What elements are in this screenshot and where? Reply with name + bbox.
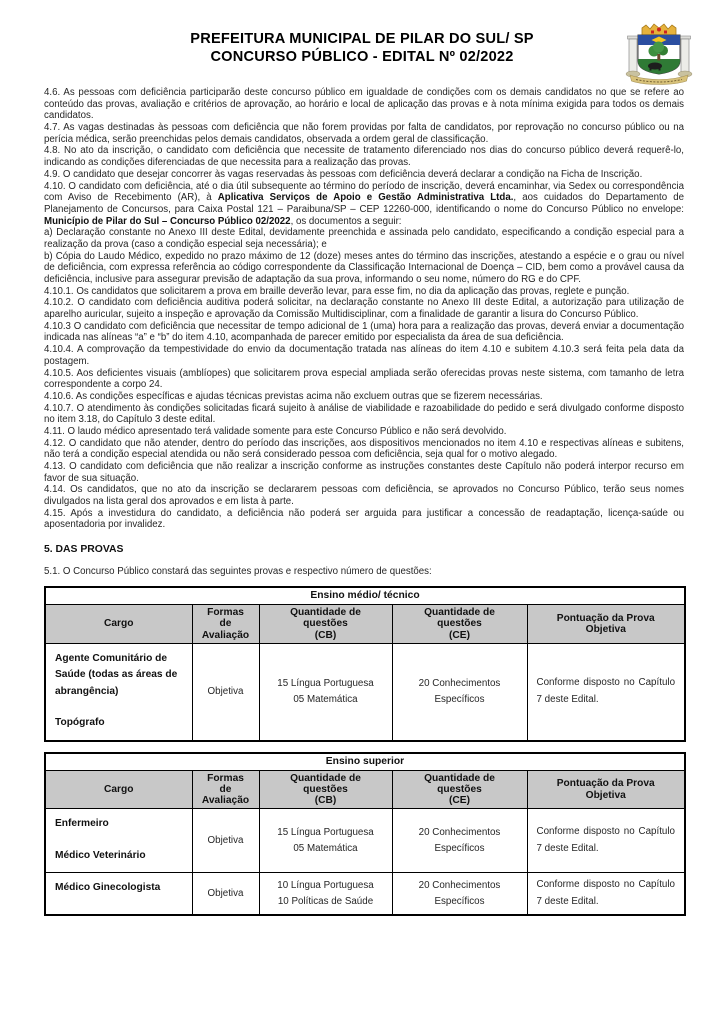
section-heading-das-provas: 5. DAS PROVAS	[44, 544, 124, 556]
text: 4.10.4. A comprovação da tempestividade do envio da documentação tratada nas alíneas do item 4.10 e subitem 4.10.3 será feita pela data da postagem.	[44, 344, 684, 367]
exam-table-2	[44, 752, 686, 917]
header-line: Cargo	[104, 783, 134, 795]
header-line: Quantidade de	[424, 607, 495, 619]
column-header	[192, 770, 259, 809]
text: 4.10.2. O candidato com deficiência auditiva poderá solicitar, na declaração constante no Anexo III deste Edital, a autorização para utilização de aparelho auricular, sujeito a inspeção e aprovação da Comissão Multidisciplinar, com a finalidade de garantir a lisura do Concurso Público.	[44, 297, 684, 321]
header-line: (CE)	[449, 629, 470, 641]
formas-cell: Objetiva	[192, 643, 259, 741]
exam-table-1	[44, 586, 686, 742]
paragraph	[44, 181, 684, 228]
cargo-name: Médico Ginecologista	[55, 882, 161, 894]
header-line: Objetiva	[585, 623, 626, 635]
cargo-name: Médico Veterinário	[55, 849, 146, 861]
cargo-cell	[45, 643, 192, 741]
text: 4.8. No ato da inscrição, o candidato com deficiência que necessite de tratamento diferenciado nos dias do concurso público deverá requerê-lo, indicando as condições diferenciadas de que necessita para a realização das provas.	[44, 145, 684, 169]
crown-icon	[642, 24, 676, 35]
cb-line: 15 Língua Portuguesa	[277, 826, 374, 838]
text: 4.13. O candidato com deficiência que não realizar a inscrição conforme as instruções constantes deste Capítulo não poderá interpor recurso em favor de sua situação.	[44, 461, 684, 484]
paragraph	[44, 145, 684, 168]
column-header	[527, 770, 685, 809]
text: 4.6. As pessoas com deficiência participarão deste concurso público em igualdade de condições com os demais candidatos no que se refere ao conteúdo das provas, avaliação e critérios de aprovação, ao horário e local de aplicação das provas e à nota mínima exigida para todos os demais candidatos.	[44, 87, 684, 122]
table-row	[45, 643, 685, 741]
shield-icon	[638, 35, 680, 74]
column-header	[259, 770, 392, 809]
header-line: Quantidade de	[424, 772, 495, 784]
ce-line: Específicos	[434, 693, 485, 705]
text: 4.14. Os candidatos, que no ato da inscrição se declararem pessoas com deficiência, se aprovados no Concurso Público, terão seus nomes divulgados na lista geral dos aprovados e em lista à parte.	[44, 484, 684, 508]
text: , os documentos a seguir:	[290, 215, 402, 227]
ce-line: 20 Conhecimentos	[418, 826, 501, 838]
paragraph	[44, 251, 684, 286]
paragraph	[44, 169, 684, 181]
header-line: de	[219, 783, 232, 795]
paragraph	[44, 286, 684, 298]
cargo-name: Topógrafo	[55, 717, 105, 729]
paragraph	[44, 403, 684, 426]
text: 4.10.7. O atendimento às condições solicitadas ficará sujeito à análise de viabilidade e razoabilidade do pedido e será divulgado conforme disposto no item 3.18, do Capítulo 3 deste edital.	[44, 402, 684, 426]
ce-line: Específicos	[434, 895, 485, 907]
text: 4.7. As vagas destinadas às pessoas com deficiência que não forem providas por falta de candidatos, por reprovação no concurso público ou na perícia médica, serão preenchidas pelos demais candidatos, observada a ordem geral de classificação.	[44, 122, 684, 145]
paragraph	[44, 438, 684, 461]
table-row	[45, 809, 685, 873]
header-line: questões	[303, 618, 348, 630]
body-paragraphs	[44, 87, 684, 531]
ce-cell	[392, 873, 527, 916]
bold-text: Município de Pilar do Sul – Concurso Público 02/2022	[44, 215, 291, 227]
column-header	[45, 770, 192, 809]
column-header	[259, 605, 392, 644]
coat-of-arms-icon	[622, 21, 696, 87]
formas-cell: Objetiva	[192, 873, 259, 916]
header-line: Pontuação da Prova	[556, 612, 655, 624]
text: 4.10.1. Os candidatos que solicitarem a prova em braille deverão levar, para esse fim, no dia da aplicação das provas, reglete e punção.	[44, 285, 630, 297]
cargo-name: Enfermeiro	[55, 818, 109, 830]
bold-text: Aplicativa Serviços de Apoio e Gestão Administrativa Ltda.	[217, 192, 514, 204]
paragraph	[44, 461, 684, 484]
text: 4.10.6. As condições específicas e ajudas técnicas previstas acima não excluem outras que se fizerem necessárias.	[44, 390, 543, 402]
text: 4.9. O candidato que desejar concorrer às vagas reservadas às pessoas com deficiência deverá declarar a condição na Ficha de Inscrição.	[44, 168, 643, 180]
header-line: Quantidade de	[290, 607, 361, 619]
header-line: questões	[303, 783, 348, 795]
text: 4.12. O candidato que não atender, dentro do período das inscrições, aos dispositivos mencionados no item 4.10 e respectivas alíneas e subitens, não terá a condição especial atendida ou não será considerado pessoa com deficiência, seja qual for o motivo alegado.	[44, 437, 684, 461]
table-title: Ensino médio/ técnico	[45, 587, 685, 605]
cb-line: 10 Políticas de Saúde	[277, 895, 374, 907]
paragraph	[44, 87, 684, 122]
text: a) Declaração constante no Anexo III deste Edital, devidamente preenchida e assinada pelo candidato, especificando a condição especial para a realização da prova (caso a condição especial seja necessária); e	[44, 227, 684, 250]
header-line: Avaliação	[201, 629, 250, 641]
ce-line: 20 Conhecimentos	[418, 677, 501, 689]
cb-line: 05 Matemática	[293, 693, 358, 705]
column-header	[192, 605, 259, 644]
text: 4.10.5. Aos deficientes visuais (amblíopes) que solicitarem prova especial ampliada serão oferecidas provas neste sistema, com tamanho de letra correspondente a corpo 24.	[44, 367, 684, 391]
pontuacao-cell: Conforme disposto no Capítulo 7 deste Edital.	[527, 873, 685, 916]
column-header	[392, 605, 527, 644]
cb-line: 15 Língua Portuguesa	[277, 677, 374, 689]
header-line: questões	[437, 783, 482, 795]
header-line: Formas	[207, 772, 244, 784]
paragraph	[44, 508, 684, 531]
cb-cell	[259, 873, 392, 916]
header-line: Cargo	[104, 618, 134, 630]
text: 4.10. O candidato com deficiência, até o dia útil subsequente ao término do período de inscrição, deverá encaminhar, via Sedex ou correspondência com Aviso de Recebimento (AR), à	[44, 180, 684, 204]
column-header	[392, 770, 527, 809]
paragraph	[44, 484, 684, 507]
cb-cell	[259, 809, 392, 873]
tables-container	[44, 586, 724, 916]
formas-cell: Objetiva	[192, 809, 259, 873]
ribbon-icon	[630, 75, 688, 85]
text: 4.10.3 O candidato com deficiência que necessitar de tempo adicional de 1 (uma) hora para a realização das provas, deverá enviar a documentação indicada nas alíneas “a” e “b” do item 4.10, acompanhada de parecer emitido por especialista da área de sua deficiência.	[44, 320, 684, 344]
header-line: Pontuação da Prova	[556, 778, 655, 790]
paragraph	[44, 368, 684, 391]
header-title-line2: CONCURSO PÚBLICO - EDITAL Nº 02/2022	[210, 48, 514, 65]
paragraph	[44, 321, 684, 344]
table-title-row	[45, 753, 685, 771]
header-line: (CE)	[449, 795, 470, 807]
ce-line: 20 Conhecimentos	[418, 879, 501, 891]
paragraph	[44, 426, 684, 438]
paragraph	[44, 391, 684, 403]
cargo-name: Agente Comunitário de Saúde (todas as áreas de abrangência)	[55, 652, 178, 697]
paragraph	[44, 344, 684, 367]
ce-cell	[392, 643, 527, 741]
table-title-row	[45, 587, 685, 605]
pontuacao-cell: Conforme disposto no Capítulo 7 deste Edital.	[527, 809, 685, 873]
cb-line: 05 Matemática	[293, 842, 358, 854]
column-header	[527, 605, 685, 644]
header-line: Quantidade de	[290, 772, 361, 784]
paragraph	[44, 122, 684, 145]
table-row	[45, 873, 685, 916]
ce-cell	[392, 809, 527, 873]
cargo-cell	[45, 873, 192, 916]
table-title: Ensino superior	[45, 753, 685, 771]
text: 4.11. O laudo médico apresentado terá validade somente para este Concurso Público e não será devolvido.	[44, 425, 507, 437]
header-line: questões	[437, 618, 482, 630]
header-line: Objetiva	[585, 789, 626, 801]
pontuacao-cell: Conforme disposto no Capítulo 7 deste Edital.	[527, 643, 685, 741]
ce-line: Específicos	[434, 842, 485, 854]
document-header	[0, 0, 724, 66]
intro-5-1: 5.1. O Concurso Público constará das seguintes provas e respectivo número de questões:	[44, 566, 432, 578]
cb-cell	[259, 643, 392, 741]
text: b) Cópia do Laudo Médico, expedido no prazo máximo de 12 (doze) meses antes do término das inscrições, atestando a espécie e o grau ou nível de deficiência, com expressa referência ao código correspondente da Classificação Internacional de Doença – CID, bem como a provável causa da deficiência, inclusive para assegurar previsão de adaptação da sua prova, informando o seu nome, número do RG e do CPF.	[44, 250, 684, 285]
text: , aos cuidados do Departamento de Planejamento de Concursos, para Caixa Postal 121 – Paraibuna/SP – CEP 12260-000, identificando o nome do Concurso Público no envelope:	[44, 192, 685, 215]
table-header-row	[45, 770, 685, 809]
header-line: (CB)	[314, 795, 337, 807]
paragraph	[44, 297, 684, 320]
table-header-row	[45, 605, 685, 644]
cb-line: 10 Língua Portuguesa	[277, 879, 374, 891]
paragraph	[44, 227, 684, 250]
column-header	[45, 605, 192, 644]
text: 4.15. Após a investidura do candidato, a deficiência não poderá ser arguida para justificar a concessão de readaptação, licença-saúde ou aposentadoria por invalidez.	[44, 507, 684, 531]
cargo-cell	[45, 809, 192, 873]
header-line: de	[219, 618, 232, 630]
header-line: (CB)	[314, 629, 337, 641]
header-line: Formas	[207, 607, 244, 619]
header-line: Avaliação	[201, 795, 250, 807]
header-title-line1: PREFEITURA MUNICIPAL DE PILAR DO SUL/ SP	[190, 31, 534, 47]
